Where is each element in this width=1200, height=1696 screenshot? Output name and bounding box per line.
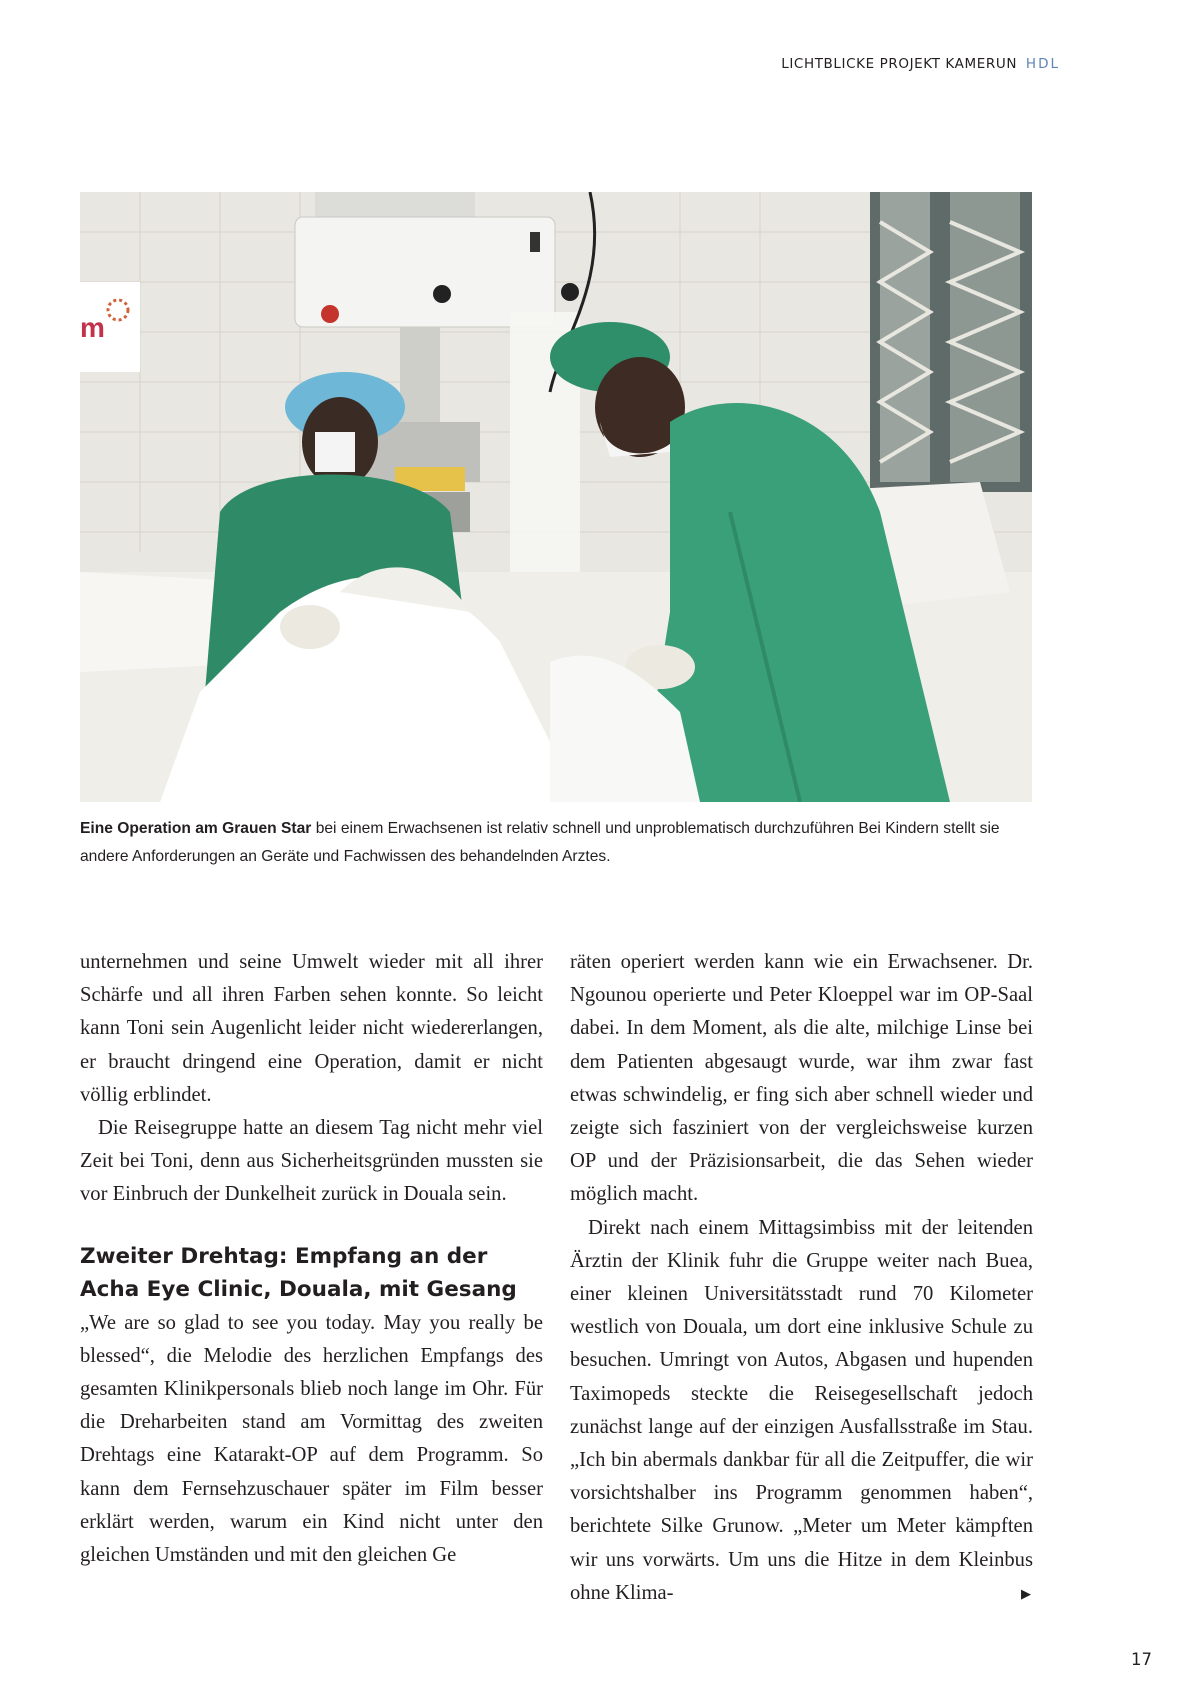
brand-logo: HDL [1025,56,1060,72]
left-paragraph-2: Die Reisegruppe hatte an diesem Tag nicht mehr viel Zeit bei Toni, denn aus Sicherheitsgründen mussten sie vor Einbruch der Dunkelheit zurück in Douala sein. [80,1117,543,1206]
continue-arrow-icon: ▶ [1021,1587,1031,1602]
caption-lead: Eine Operation am Grauen Star [80,820,312,837]
svg-text:m: m [80,312,105,343]
running-header [781,56,1060,72]
eye-surgery-photo [80,192,1032,802]
section-heading-line-1: Zweiter Drehtag: Empfang an der [80,1243,488,1269]
caption-text: bei einem Erwachsenen ist relativ schnell und unproblematisch durchzuführen Bei Kindern stellt sie andere Anforderungen an Geräte und Fachwissen des behandelnden Arztes. [80,820,1000,865]
right-paragraph-2: Direkt nach einem Mittagsimbiss mit der leitenden Ärztin der Klinik fuhr die Gruppe weiter nach Buea, einer kleinen Universitätsstadt rund 70 Kilometer westlich von Douala, um dort eine inklusive Schule zu besuchen. Umringt von Autos, Abgasen und hupenden Taximopeds steckte die Reisegesellschaft jedoch zunächst lange auf der einzigen Ausfallsstraße im Stau. „Ich bin abermals dankbar für all die Zeitpuffer, die wir vorsichtshalber ins Programm genommen haben“, berichtete Silke Grunow. „Meter um Meter kämpften wir uns vorwärts. Um uns die Hitze in dem Kleinbus ohne Klima- [570,1216,1033,1604]
left-paragraph-3: „We are so glad to see you today. May you really be blessed“, die Melodie des herzlichen Empfangs des gesamten Klinikpersonals blieb noch lange im Ohr. Für die Dreharbeiten stand am Vormittag des zweiten Drehtags eine Katarakt-OP auf dem Programm. So kann dem Fernsehzuschauer später im Film besser erklärt werden, warum ein Kind nicht unter den gleichen Umständen und mit den gleichen Ge [80,1311,543,1567]
left-paragraph-1: unternehmen und seine Umwelt wieder mit all ihrer Schärfe und all ihren Farben sehen konnte. So leicht kann Toni sein Augenlicht leider nicht wiedererlangen, er braucht dringend eine Operation, damit er nicht völlig erblindet. [80,951,543,1106]
page-number: 17 [1131,1650,1152,1669]
left-column [80,946,543,1572]
running-header-title: LICHTBLICKE PROJEKT KAMERUN [781,56,1018,72]
photo-caption [80,815,1040,871]
right-paragraph-1: räten operiert werden kann wie ein Erwachsener. Dr. Ngounou operierte und Peter Kloeppel war im OP-Saal dabei. In dem Moment, als die alte, milchige Linse bei dem Patienten abgesaugt wurde, war ihm zwar fast etwas schwindelig, er fing sich aber schnell wieder und zeigte sich fasziniert von der vergleichsweise kurzen OP und der Präzisionsarbeit, die das Sehen wieder möglich macht. [570,951,1033,1206]
photo-illustration [80,192,1032,802]
section-heading-line-2: Acha Eye Clinic, Douala, mit Gesang [80,1276,517,1302]
right-column [570,946,1033,1610]
section-heading [80,1240,543,1306]
